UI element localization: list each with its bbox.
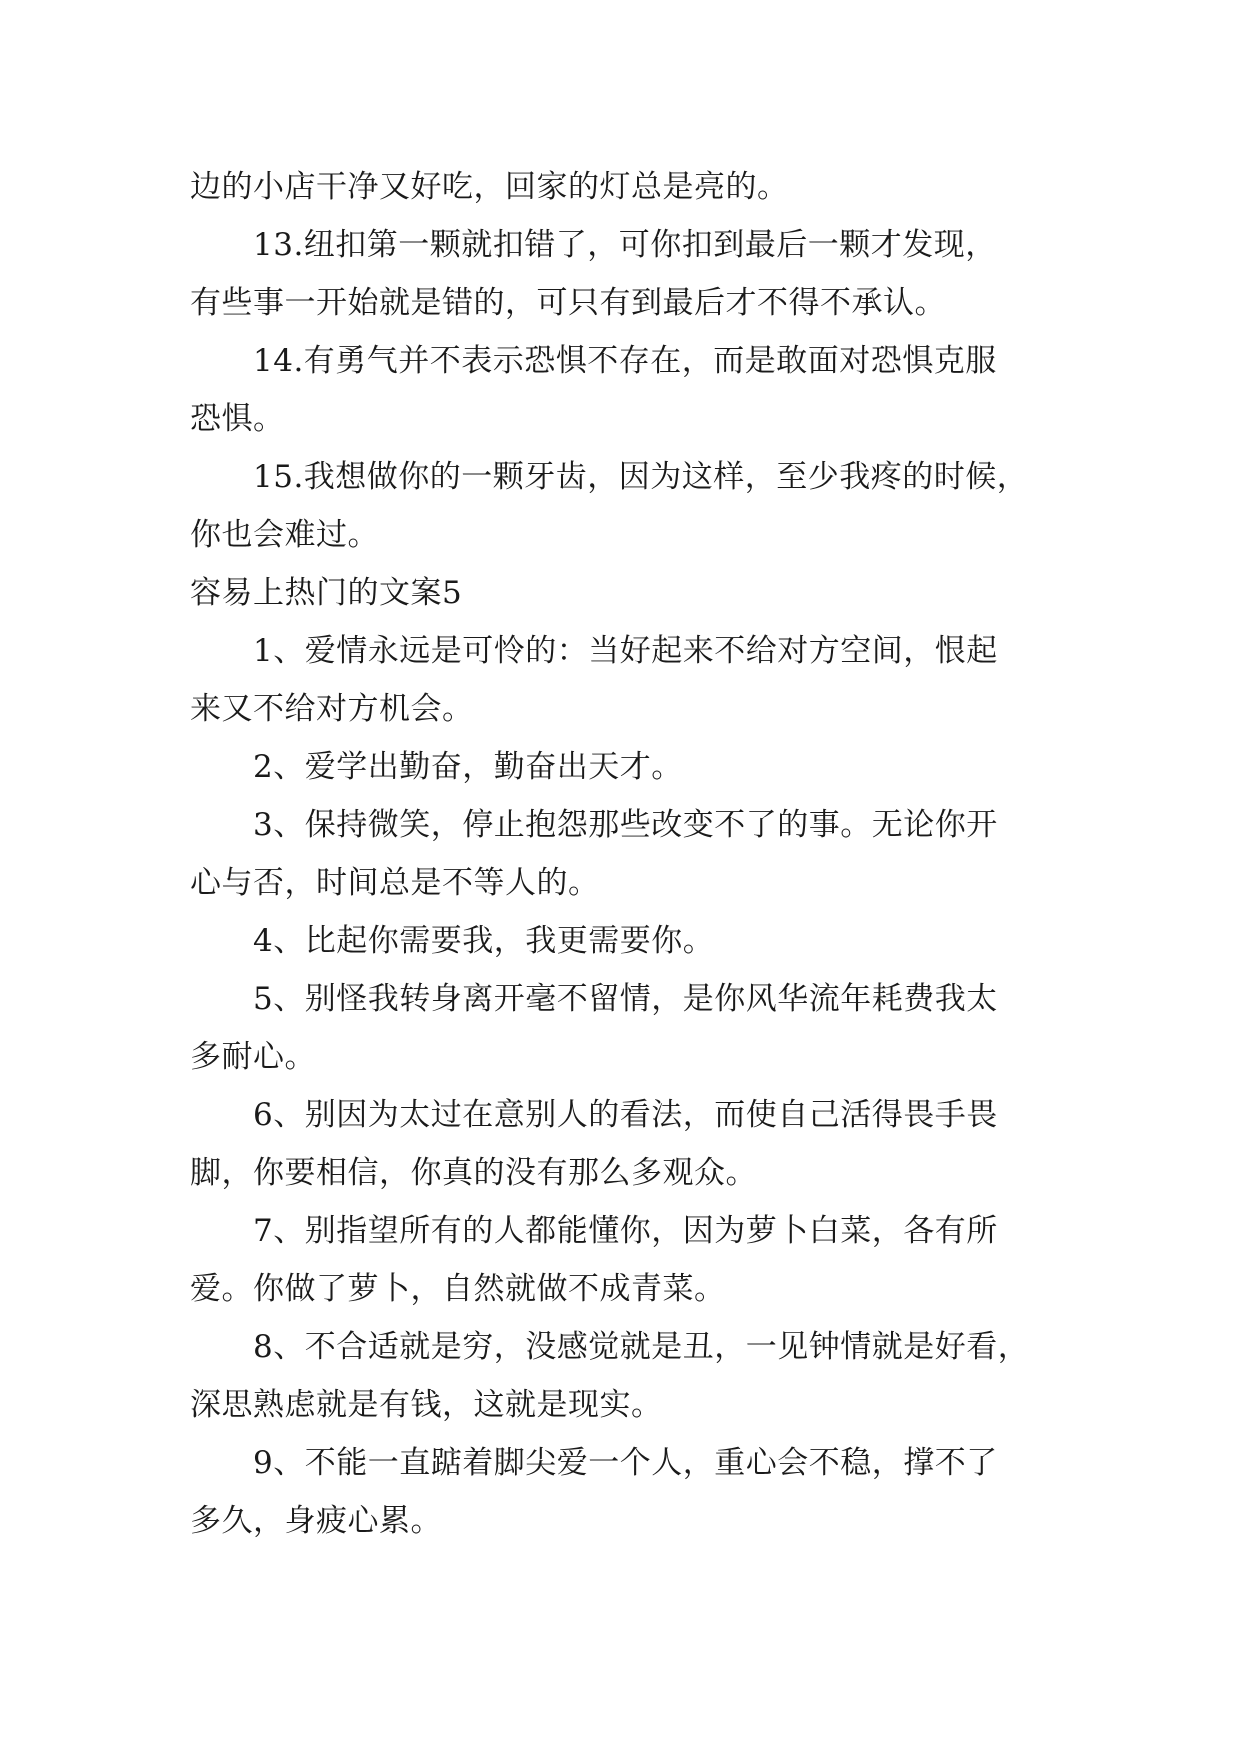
paragraph-line: 来又不给对方机会。 (190, 691, 474, 727)
paragraph-line: 8、不合适就是穷，没感觉就是丑，一见钟情就是好看， (253, 1329, 1030, 1365)
paragraph-line: 你也会难过。 (190, 517, 379, 553)
paragraph-line: 13.纽扣第一颗就扣错了，可你扣到最后一颗才发现， (253, 227, 997, 263)
paragraph-line: 7、别指望所有的人都能懂你，因为萝卜白菜，各有所 (253, 1213, 998, 1249)
section-heading: 容易上热门的文案5 (190, 575, 463, 611)
paragraph-line: 多久，身疲心累。 (190, 1503, 442, 1539)
paragraph-line: 2、爱学出勤奋，勤奋出天才。 (253, 749, 683, 785)
paragraph-line: 14.有勇气并不表示恐惧不存在，而是敢面对恐惧克服 (253, 343, 997, 379)
paragraph-line: 9、不能一直踮着脚尖爱一个人，重心会不稳，撑不了 (253, 1445, 998, 1481)
paragraph-line: 有些事一开始就是错的，可只有到最后才不得不承认。 (190, 285, 946, 321)
document-body (190, 158, 1070, 1550)
paragraph-line: 深思熟虑就是有钱，这就是现实。 (190, 1387, 663, 1423)
paragraph-line: 6、别因为太过在意别人的看法，而使自己活得畏手畏 (253, 1097, 998, 1133)
paragraph-line: 15.我想做你的一颗牙齿，因为这样，至少我疼的时候， (253, 459, 1029, 495)
paragraph-line: 多耐心。 (190, 1039, 316, 1075)
paragraph-line: 边的小店干净又好吃，回家的灯总是亮的。 (190, 169, 789, 205)
paragraph-line: 5、别怪我转身离开毫不留情，是你风华流年耗费我太 (253, 981, 998, 1017)
paragraph-line: 3、保持微笑，停止抱怨那些改变不了的事。无论你开 (253, 807, 998, 843)
paragraph-line: 心与否，时间总是不等人的。 (190, 865, 600, 901)
paragraph-line: 恐惧。 (190, 401, 285, 437)
paragraph-line: 脚，你要相信，你真的没有那么多观众。 (190, 1155, 757, 1191)
paragraph-line: 4、比起你需要我，我更需要你。 (253, 923, 715, 959)
paragraph-line: 爱。你做了萝卜，自然就做不成青菜。 (190, 1271, 726, 1307)
paragraph-line: 1、爱情永远是可怜的：当好起来不给对方空间，恨起 (253, 633, 998, 669)
